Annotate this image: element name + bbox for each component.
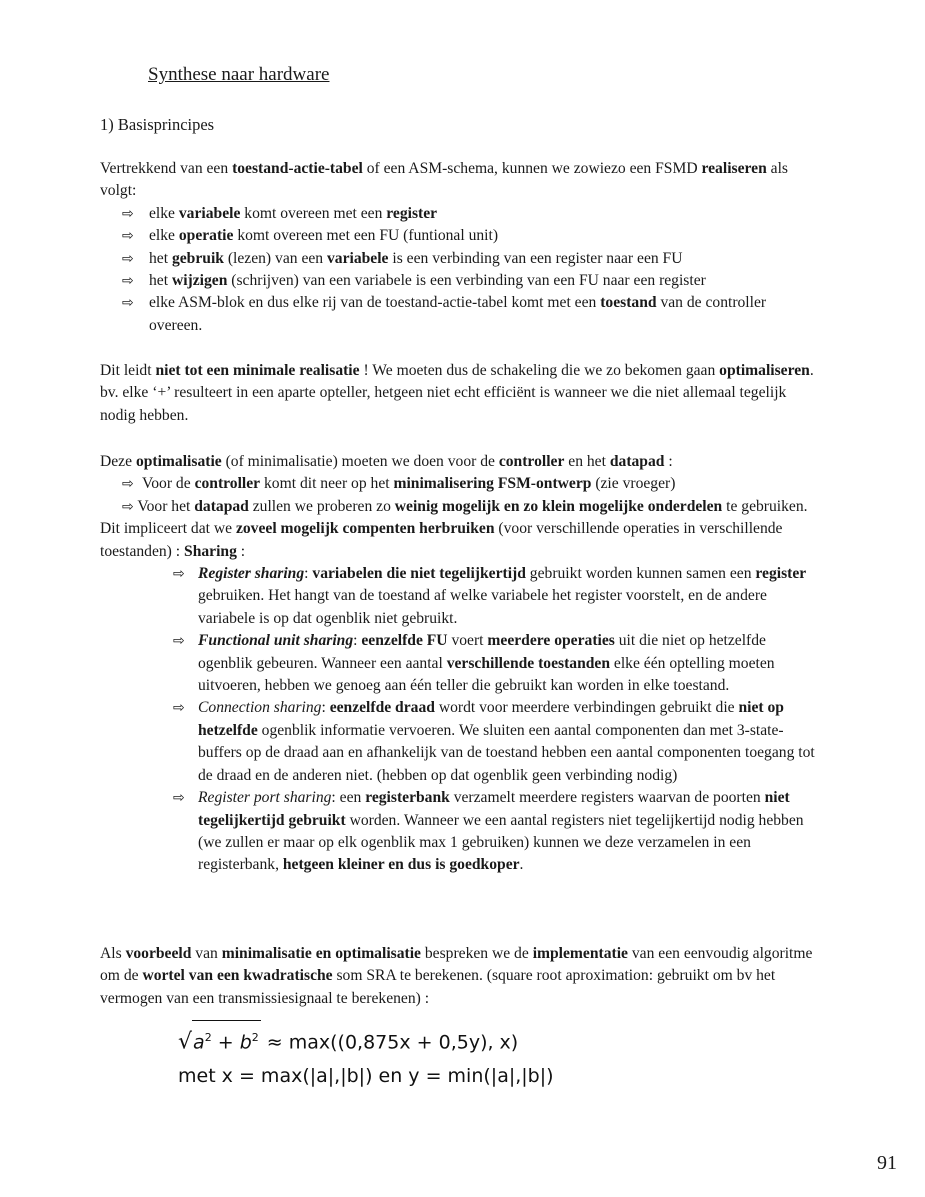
arrow-icon: ⇨ (122, 476, 134, 493)
arrow-icon: ⇨ (173, 790, 185, 807)
sharing-item-connection: ⇨ Connection sharing: eenzelfde draad wordt voor meerdere verbindingen gebruikt die niet op hetzelfde ogenblik informatie vervoeren. We sluiten een aantal componenten dan met 3-state-buffers op de draad aan en afhankelijk van de toestand hebben een aantal componenten toegang tot de draad en de anderen niet. (hebben op dat ogenblik geen verbinding nodig) (173, 699, 815, 784)
list-item: ⇨ het wijzigen (schrijven) van een variabele is een verbinding van een FU naar een register (100, 270, 820, 292)
arrow-icon: ⇨ (173, 633, 185, 650)
arrow-icon: ⇨ (173, 700, 185, 717)
formula-line-2: met x = max(|a|,|b|) en y = min(|a|,|b|) (178, 1065, 554, 1088)
datapad-item: ⇨ Voor het datapad zullen we proberen zo weinig mogelijk en zo klein mogelijke onderdelen te gebruiken. Dit impliceert dat we zoveel mogelijk compenten herbruiken (voor verschillende operaties in verschillende toestanden) : Sharing : (100, 497, 808, 560)
arrow-icon: ⇨ (173, 566, 185, 583)
list-item-controller: ⇨ Voor de controller komt dit neer op het minimalisering FSM-ontwerp (zie vroeger) (100, 473, 820, 495)
example-paragraph: Als voorbeeld van minimalisatie en optimalisatie bespreken we de implementatie van een eenvoudig algoritme om de wortel van een kwadratische som SRA te berekenen. (square root aproximation: gebruikt om bv het vermogen van een transmissiesignaal te berekenen) : (100, 945, 813, 1007)
page-number: 91 (877, 1152, 897, 1174)
optimisation-list (100, 473, 820, 495)
arrow-icon: ⇨ (122, 250, 134, 267)
minimal-realisation-paragraph: Dit leidt niet tot een minimale realisatie ! We moeten dus de schakeling die we zo bekomen gaan optimaliseren. bv. elke ‘+’ resulteert in een aparte opteller, hetgeen niet echt efficiënt is wanneer we die niet allemaal tegelijk nodig hebben. (100, 362, 814, 424)
list-item: ⇨ het gebruik (lezen) van een variabele is een verbinding van een register naar een FU (100, 248, 820, 270)
sharing-item-register-port: ⇨ Register port sharing: een registerbank verzamelt meerdere registers waarvan de poorten niet tegelijkertijd gebruikt worden. Wanneer we een aantal registers niet tegelijkertijd nodig hebben (we zullen er maar op elk ogenblik max 1 gebruiken) kunnen we deze verzamelen in een registerbank, hetgeen kleiner en dus is goedkoper. (173, 789, 804, 874)
page-title: Synthese naar hardware (148, 64, 330, 85)
mapping-list (100, 203, 820, 337)
list-item: ⇨ elke ASM-blok en dus elke rij van de toestand-actie-tabel komt met een toestand van de controller overeen. (122, 294, 767, 334)
sharing-item-register: ⇨ Register sharing: variabelen die niet tegelijkertijd gebruikt worden kunnen samen een register gebruiken. Het hangt van de toestand af welke variabele het register voorstelt, en de andere variabele is op dat ogenblik niet gebruikt. (173, 565, 807, 627)
arrow-icon: ⇨ (122, 228, 134, 245)
arrow-icon: ⇨ (122, 498, 134, 515)
arrow-icon: ⇨ (122, 205, 134, 222)
list-item: ⇨ elke variabele komt overeen met een register (100, 203, 820, 225)
sqrt-expression: $a^2 + b^2$ (192, 1020, 261, 1059)
intro-paragraph: Vertrekkend van een toestand-actie-tabel of een ASM-schema, kunnen we zowiezo een FSMD realiseren als volgt: ⇨ elke variabele komt overeen met een register ⇨ elke operatie komt overeen met een FU (funtional unit) ⇨ het gebruik (lezen) van een variabele is een verbinding van een register naar een FU ⇨ het wijzigen (schrijven) van een variabele is een verbinding van een FU naar een register ⇨ elke ASM-blok en dus elke rij van de toestand-actie-tabel komt met een toestand van de controller overeen. (100, 158, 820, 337)
list-item: ⇨ elke operatie komt overeen met een FU (funtional unit) (100, 225, 820, 247)
formula-line-1: $√a^2 + b^2 \approx \max((0,875x + 0,5y)$, x) (178, 1020, 554, 1059)
sharing-item-functional-unit: ⇨ Functional unit sharing: eenzelfde FU voert meerdere operaties uit die niet op hetzelfde ogenblik gebeuren. Wanneer een aantal verschillende toestanden elke één optelling moeten uitvoeren, hebben we genoeg aan één teller die gebruikt kan worden in elke toestand. (173, 632, 775, 695)
sra-formula (178, 1020, 554, 1093)
optimisation-paragraph: Deze optimalisatie (of minimalisatie) moeten we doen voor de controller en het datapad : ⇨ Voor de controller komt dit neer op het minimalisering FSM-ontwerp (zie vroeger) ⇨ Voor het datapad zullen we proberen zo weinig mogelijk en zo klein mogelijke onderdelen te gebruiken. Dit impliceert dat we zoveel mogelijk compenten herbruiken (voor verschillende operaties in verschillende toestanden) : Sharing : ⇨ Register sharing: variabelen die niet tegelijkertijd gebruikt worden kunnen samen een register gebruiken. Het hangt van de toestand af welke variabele het register voorstelt, en de andere variabele is op dat ogenblik niet gebruikt. ⇨ Functional unit sharing: eenzelfde FU voert meerdere operaties uit die niet op hetzelfde ogenblik gebeuren. Wanneer een aantal verschillende toestanden elke één optelling moeten uitvoeren, hebben we genoeg aan één teller die gebruikt kan worden in elke toestand. ⇨ Connection sharing: eenzelfde draad wordt voor meerdere verbindingen gebruikt die niet op hetzelfde ogenblik informatie vervoeren. We sluiten een aantal componenten dan met 3-state-buffers op de draad aan en afhankelijk van de toestand hebben een aantal componenten toegang tot de draad en de anderen niet. (hebben op dat ogenblik geen verbinding nodig) ⇨ Register port sharing: een registerbank verzamelt meerdere registers waarvan de poorten niet tegelijkertijd gebruikt worden. Wanneer we een aantal registers niet tegelijkertijd nodig hebben (we zullen er maar op elk ogenblik max 1 gebruiken) kunnen we deze verzamelen in een registerbank, hetgeen kleiner en dus is goedkoper. (100, 451, 820, 877)
arrow-icon: ⇨ (122, 273, 134, 290)
arrow-icon: ⇨ (122, 295, 134, 312)
sharing-list (173, 563, 823, 877)
section-heading: 1) Basisprincipes (100, 115, 215, 134)
